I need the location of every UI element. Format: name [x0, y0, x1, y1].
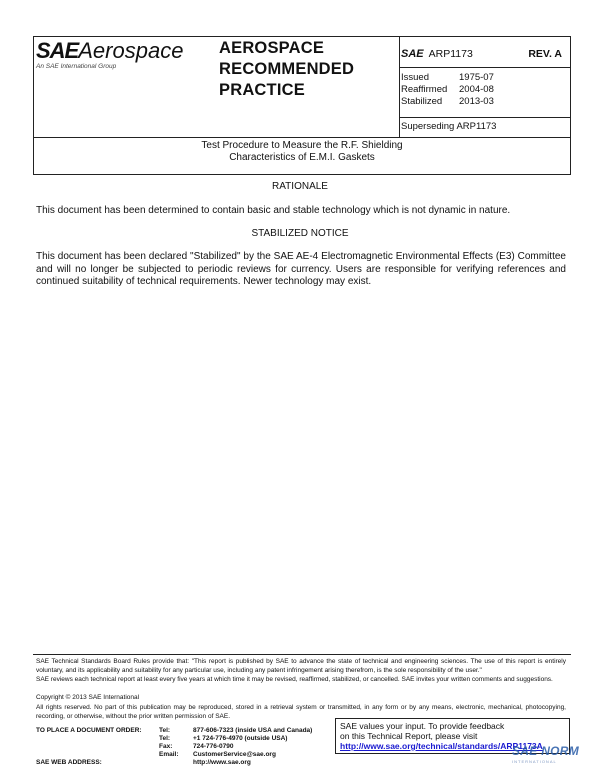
contact-key: Fax:: [159, 743, 173, 750]
date-label: Stabilized: [401, 96, 443, 107]
feedback-line: SAE values your input. To provide feedback: [340, 721, 505, 731]
contact-value: 724-776-0790: [193, 743, 234, 750]
sae-aerospace-logo: [36, 40, 183, 70]
watermark-subtext: INTERNATIONAL: [512, 759, 557, 764]
contact-value: 877-606-7323 (inside USA and Canada): [193, 727, 313, 734]
title-line: Characteristics of E.M.I. Gaskets: [229, 152, 375, 163]
web-address-value[interactable]: http://www.sae.org: [193, 759, 251, 766]
doc-type-line: AEROSPACE: [219, 39, 325, 57]
footer-rights: All rights reserved. No part of this publication may be reproduced, stored in a retrieval system or transmitted, in any form or by any means, electronic, mechanical, photocopying, recording, or otherwise, without the prior written permission of SAE.: [36, 704, 566, 720]
watermark-text: SAE NORM: [512, 744, 580, 758]
contact-key: Tel:: [159, 735, 171, 742]
footer-copyright: Copyright © 2013 SAE International: [36, 694, 140, 701]
stabilized-notice-heading: STABILIZED NOTICE: [251, 228, 349, 239]
rationale-heading: RATIONALE: [272, 181, 328, 192]
footer-review-note: SAE reviews each technical report at least every five years at which time it may be revised, reaffirmed, stabilized, or cancelled. SAE invites your written comments and suggestions.: [36, 676, 553, 683]
document-number: ARP1173: [428, 48, 473, 60]
footer-board-rules: SAE Technical Standards Board Rules provide that: "This report is published by SAE to advance the state of technical and engineering sciences. The use of this report is entirely voluntary, and its applicability and suitability for any particular use, including any patent infringement arising therefrom, is the sole responsibility of the user.": [36, 658, 566, 674]
logo-word: Aerospace: [78, 38, 184, 63]
revision-label: REV. A: [528, 48, 562, 60]
rationale-text: This document has been determined to contain basic and stable technology which is not dynamic in nature.: [36, 205, 511, 216]
document-type: [219, 38, 354, 101]
logo-tagline: An SAE International Group: [36, 63, 117, 70]
sae-norm-watermark: [512, 744, 580, 764]
date-label: Issued: [401, 72, 429, 83]
superseding-note: Superseding ARP1173: [401, 121, 497, 132]
doc-type-line: RECOMMENDED: [219, 60, 355, 78]
date-value: 2004-08: [459, 84, 494, 95]
contact-value: CustomerService@sae.org: [193, 751, 276, 758]
contact-value: +1 724-776-4970 (outside USA): [193, 735, 288, 742]
stabilized-notice-text: This document has been declared "Stabilized" by the SAE AE-4 Electromagnetic Environmental Effects (E3) Committee and will no longer be subjected to periodic reviews for currency. Users are responsible for verifying references and continued suitability of technical requirements. Newer technology may exist.: [36, 251, 566, 287]
feedback-line: on this Technical Report, please visit: [340, 731, 478, 741]
header-divider-vertical: [399, 37, 400, 137]
logo-brand: SAE: [36, 38, 79, 63]
header-divider-horizontal: [34, 137, 570, 138]
contact-key: Tel:: [159, 727, 171, 734]
sae-mark: SAE: [401, 48, 424, 60]
date-value: 1975-07: [459, 72, 494, 83]
date-row-issued: [401, 72, 494, 84]
contact-key: Email:: [159, 751, 179, 758]
footer-rule: [33, 654, 571, 655]
document-title: [33, 140, 571, 164]
header-divider-dates: [399, 117, 571, 118]
title-line: Test Procedure to Measure the R.F. Shielding: [201, 140, 403, 151]
feedback-link[interactable]: http://www.sae.org/technical/standards/ARP1173A: [340, 741, 543, 751]
web-address-label: SAE WEB ADDRESS:: [36, 759, 102, 766]
header-divider-docnum: [399, 67, 571, 68]
date-row-reaffirmed: [401, 84, 494, 96]
date-label: Reaffirmed: [401, 84, 448, 95]
date-table: [401, 72, 494, 108]
document-number-row: [401, 48, 566, 60]
date-value: 2013-03: [459, 96, 494, 107]
order-label: TO PLACE A DOCUMENT ORDER:: [36, 727, 142, 734]
doc-type-line: PRACTICE: [219, 81, 305, 99]
date-row-stabilized: [401, 96, 494, 108]
